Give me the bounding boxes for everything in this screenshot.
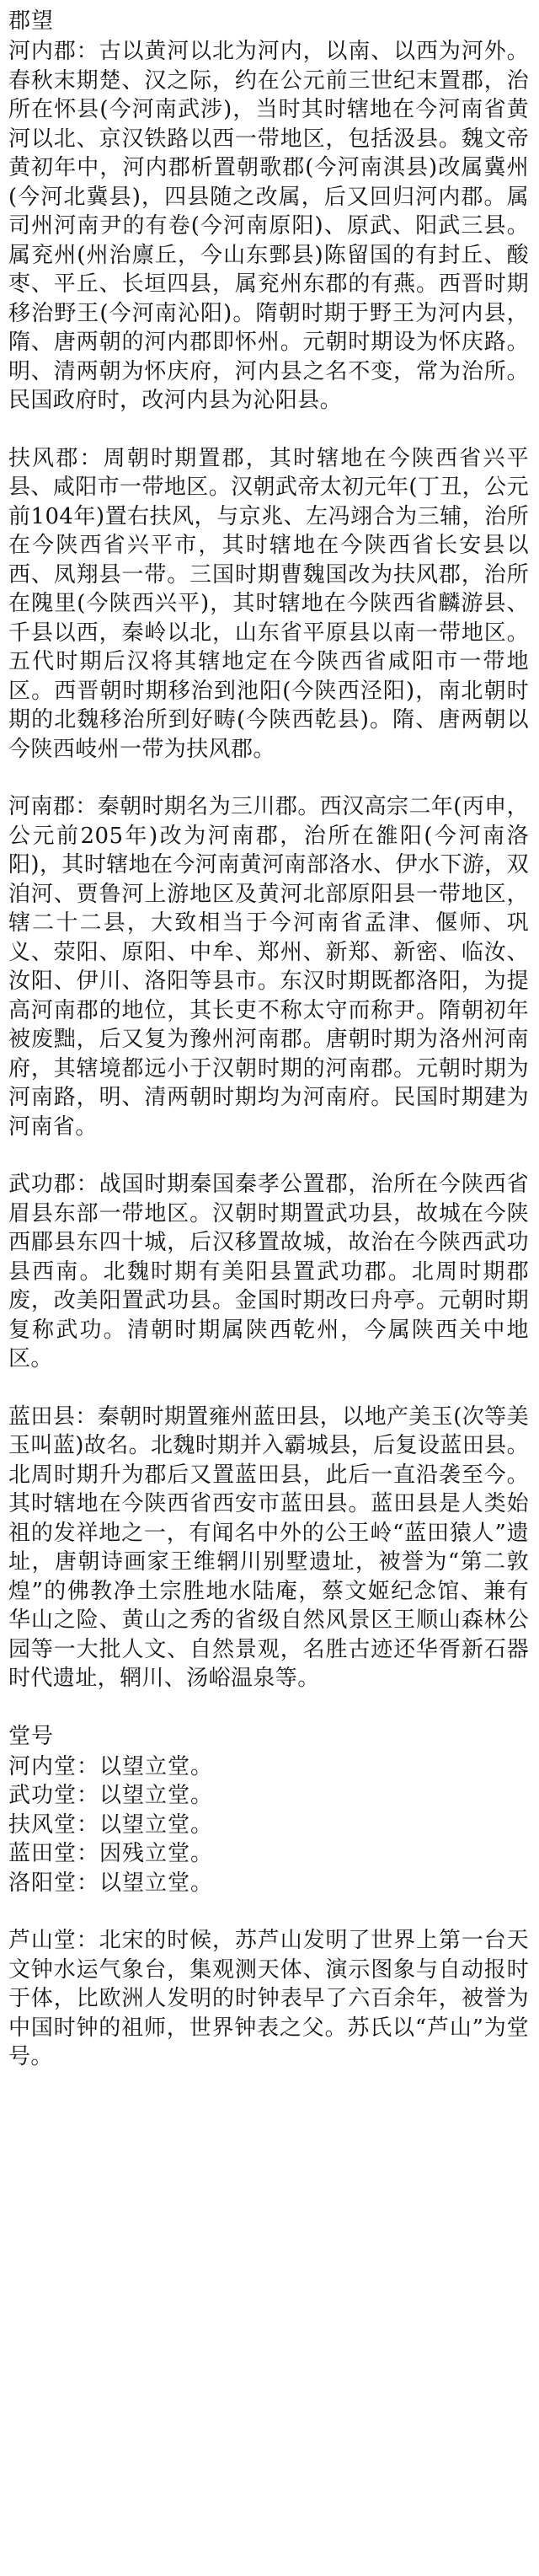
- paragraph-lushan-tang: 芦山堂：北宋的时候，苏芦山发明了世界上第一台天文钟水运气象台，集观测天体、演示图象与自动报时于体，比欧洲人发明的时钟表早了六百余年，被誉为中国时钟的祖师，世界钟表之父。苏氏以“芦山”为堂号。: [8, 1928, 529, 2069]
- tanghao-item-fufeng: 扶风堂：以望立堂。: [8, 1811, 214, 1838]
- paragraph-henei-jun: 河内郡：古以黄河以北为河内，以南、以西为河外。春秋末期楚、汉之际，约在公元前三世纪末置郡，治所在怀县(今河南武涉)，当时其时辖地在今河南省黄河以北、京汉铁路以西一带地区，包括汲县。魏文帝黄初年中，河内郡析置朝歌郡(今河南淇县)改属冀州(今河北冀县)，四县随之改属，后又回归河内郡。属司州河南尹的有卷(今河南原阳)、原武、阳武三县。属兖州(州治廪丘，今山东鄄县)陈留国的有封丘、酸枣、平丘、长垣四县，属兖州东郡的有燕。西晋时期移治野王(今河南沁阳)。隋朝时期于野王为河内县，隋、唐两朝的河内郡即怀州。元朝时期设为怀庆路。明、清两朝为怀庆府，河内县之名不变，常为治所。民国政府时，改河内县为沁阳县。: [8, 39, 529, 413]
- section-heading-tanghao: 堂号: [8, 1723, 55, 1749]
- paragraph-lantian-xian: 蓝田县：秦朝时期置雍州蓝田县，以地产美玉(次等美玉叫蓝)故名。北魏时期并入霸城县，后复设蓝田县。北周时期升为郡后又置蓝田县，此后一直沿袭至今。其时辖地在今陕西省西安市蓝田县。蓝田县是人类始祖的发祥地之一，有闻名中外的公王岭“蓝田猿人”遗址，唐朝诗画家王维辋川别墅遗址，被誉为“第二敦煌”的佛教净土宗胜地水陆庵，蔡文姬纪念馆、兼有华山之险、黄山之秀的省级自然风景区王顺山森林公园等一大批人文、自然景观，名胜古迹还华胥新石器时代遗址，辋川、汤峪温泉等。: [8, 1403, 529, 1691]
- tanghao-item-henei: 河内堂：以望立堂。: [8, 1753, 214, 1779]
- tanghao-item-wugong: 武功堂：以望立堂。: [8, 1783, 214, 1808]
- paragraph-fufeng-jun: 扶风郡：周朝时期置郡，其时辖地在今陕西省兴平县、咸阳市一带地区。汉朝武帝太初元年(丁丑，公元前104年)置右扶风，与京兆、左冯翊合为三辅，治所在今陕西省兴平市，其时辖地在今陕西省长安县以西、凤翔县一带。三国时期曹魏国改为扶风郡，治所在隗里(今陕西兴平)，其时辖地在今陕西省麟游县、千县以西，秦岭以北，山东省平原县以南一带地区。五代时期后汉将其辖地定在今陕西省咸阳市一带地区。西晋朝时期移治到池阳(今陕西泾阳)，南北朝时期的北魏移治所到好畴(今陕西乾县)。隋、唐两朝以今陕西岐州一带为扶风郡。: [8, 445, 529, 762]
- tanghao-list: [8, 1752, 529, 1898]
- section-heading-junwang: 郡望: [8, 8, 55, 34]
- tanghao-item-luoyang: 洛阳堂：以望立堂。: [8, 1870, 214, 1896]
- paragraph-wugong-jun: 武功郡：战国时期秦国秦孝公置郡，治所在今陕西省眉县东部一带地区。汉朝时期置武功县，故城在今陕西郿县东四十城，后汉移置故城，故治在今陕西武功县西南。北魏时期有美阳县置武功郡。北周时期郡废，改美阳置武功县。金国时期改曰舟亭。元朝时期复称武功。清朝时期属陕西乾州，今属陕西关中地区。: [8, 1172, 529, 1371]
- tanghao-item-lantian: 蓝田堂：因残立堂。: [8, 1841, 214, 1866]
- paragraph-henan-jun: 河南郡：秦朝时期名为三川郡。西汉高宗二年(丙申，公元前205年)改为河南郡，治所在雒阳(今河南洛阳)，其时辖地在今河南黄河南部洛水、伊水下游，双洎河、贾鲁河上游地区及黄河北部原阳县一带地区，辖二十二县，大致相当于今河南省孟津、偃师、巩义、荥阳、原阳、中牟、郑州、新郑、新密、临汝、汝阳、伊川、洛阳等县市。东汉时期既都洛阳，为提高河南郡的地位，其长吏不称太守而称尹。隋朝初年被废黜，后又复为豫州河南郡。唐朝时期为洛州河南府，其辖境都远小于汉朝时期的河南郡。元朝时期为河南路，明、清两朝时期均为河南府。民国时期建为河南省。: [8, 794, 529, 1140]
